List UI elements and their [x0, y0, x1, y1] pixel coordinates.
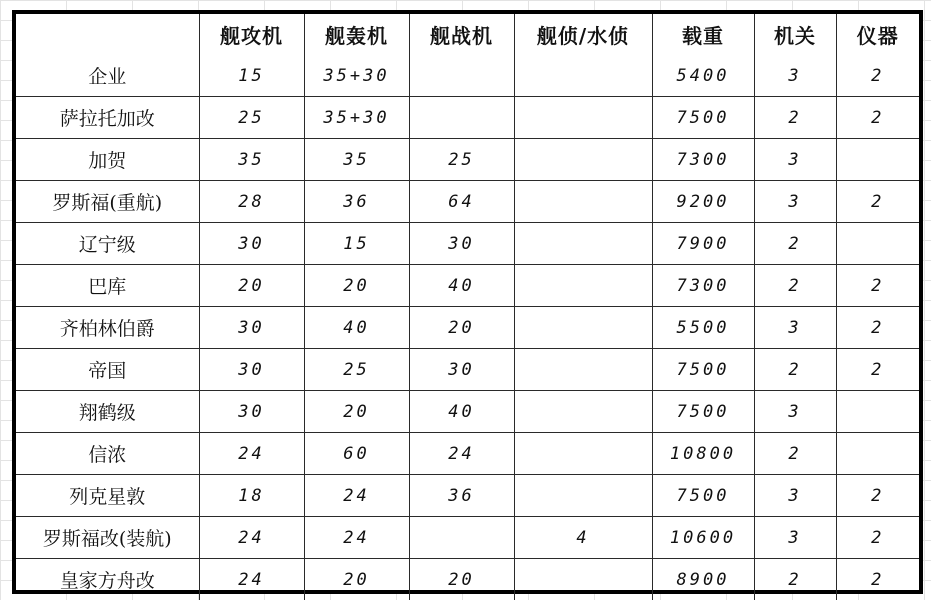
torpedo-bomber-cell: 30 — [199, 391, 304, 433]
instrument-cell — [836, 139, 919, 181]
engine-cell: 3 — [754, 181, 836, 223]
ship-name-cell: 萨拉托加改 — [16, 97, 199, 139]
torpedo-bomber-cell: 24 — [199, 517, 304, 559]
dive-bomber-cell: 36 — [304, 181, 409, 223]
torpedo-bomber-cell: 15 — [199, 55, 304, 97]
scout-seaplane-cell — [514, 475, 652, 517]
load-cell: 7500 — [652, 475, 754, 517]
ship-name-cell: 企业 — [16, 55, 199, 97]
scout-seaplane-cell — [514, 307, 652, 349]
fighter-cell: 30 — [409, 349, 514, 391]
ship-name-cell: 列克星敦 — [16, 475, 199, 517]
dive-bomber-cell: 60 — [304, 433, 409, 475]
load-cell: 8900 — [652, 559, 754, 600]
load-cell: 10800 — [652, 433, 754, 475]
engine-cell: 2 — [754, 349, 836, 391]
dive-bomber-cell: 35 — [304, 139, 409, 181]
engine-cell: 2 — [754, 433, 836, 475]
header-cell-blank — [16, 14, 199, 55]
table-body — [16, 55, 919, 600]
table-row — [16, 475, 919, 517]
ship-name-cell: 罗斯福(重航) — [16, 181, 199, 223]
ship-name-cell: 罗斯福改(装航) — [16, 517, 199, 559]
instrument-cell: 2 — [836, 349, 919, 391]
load-cell: 5500 — [652, 307, 754, 349]
fighter-cell — [409, 97, 514, 139]
instrument-cell: 2 — [836, 307, 919, 349]
ship-name-cell: 翔鹤级 — [16, 391, 199, 433]
load-cell: 9200 — [652, 181, 754, 223]
fighter-cell — [409, 517, 514, 559]
instrument-cell: 2 — [836, 517, 919, 559]
torpedo-bomber-cell: 25 — [199, 97, 304, 139]
ship-name-cell: 辽宁级 — [16, 223, 199, 265]
dive-bomber-cell: 35+30 — [304, 97, 409, 139]
table-row — [16, 307, 919, 349]
instrument-cell: 2 — [836, 181, 919, 223]
engine-cell: 3 — [754, 475, 836, 517]
header-scout-seaplane: 舰侦/水侦 — [514, 14, 652, 55]
engine-cell: 2 — [754, 265, 836, 307]
load-cell: 5400 — [652, 55, 754, 97]
dive-bomber-cell: 25 — [304, 349, 409, 391]
dive-bomber-cell: 20 — [304, 391, 409, 433]
scout-seaplane-cell — [514, 349, 652, 391]
instrument-cell — [836, 391, 919, 433]
instrument-cell — [836, 433, 919, 475]
table-row — [16, 97, 919, 139]
scout-seaplane-cell — [514, 223, 652, 265]
engine-cell: 3 — [754, 391, 836, 433]
fighter-cell: 25 — [409, 139, 514, 181]
engine-cell: 3 — [754, 517, 836, 559]
load-cell: 7500 — [652, 391, 754, 433]
header-instrument: 仪器 — [836, 14, 919, 55]
table-row — [16, 433, 919, 475]
dive-bomber-cell: 20 — [304, 559, 409, 600]
ship-name-cell: 皇家方舟改 — [16, 559, 199, 600]
fighter-cell: 40 — [409, 265, 514, 307]
table-row — [16, 265, 919, 307]
ship-name-cell: 信浓 — [16, 433, 199, 475]
torpedo-bomber-cell: 28 — [199, 181, 304, 223]
scout-seaplane-cell — [514, 97, 652, 139]
load-cell: 7900 — [652, 223, 754, 265]
torpedo-bomber-cell: 24 — [199, 559, 304, 600]
engine-cell: 2 — [754, 97, 836, 139]
dive-bomber-cell: 24 — [304, 517, 409, 559]
load-cell: 7300 — [652, 265, 754, 307]
table-row — [16, 391, 919, 433]
torpedo-bomber-cell: 30 — [199, 307, 304, 349]
ship-name-cell: 齐柏林伯爵 — [16, 307, 199, 349]
header-torpedo-bomber: 舰攻机 — [199, 14, 304, 55]
ship-name-cell: 巴库 — [16, 265, 199, 307]
instrument-cell: 2 — [836, 475, 919, 517]
instrument-cell: 2 — [836, 97, 919, 139]
torpedo-bomber-cell: 30 — [199, 349, 304, 391]
scout-seaplane-cell — [514, 139, 652, 181]
header-load: 载重 — [652, 14, 754, 55]
dive-bomber-cell: 20 — [304, 265, 409, 307]
load-cell: 7500 — [652, 349, 754, 391]
fighter-cell: 36 — [409, 475, 514, 517]
header-row — [16, 14, 919, 55]
scout-seaplane-cell — [514, 55, 652, 97]
table-row — [16, 517, 919, 559]
dive-bomber-cell: 35+30 — [304, 55, 409, 97]
fighter-cell: 20 — [409, 559, 514, 600]
table-row — [16, 181, 919, 223]
table-header — [16, 14, 919, 55]
scout-seaplane-cell — [514, 391, 652, 433]
scout-seaplane-cell — [514, 559, 652, 600]
ship-name-cell: 帝国 — [16, 349, 199, 391]
scout-seaplane-cell — [514, 181, 652, 223]
fighter-cell: 24 — [409, 433, 514, 475]
engine-cell: 3 — [754, 55, 836, 97]
scout-seaplane-cell: 4 — [514, 517, 652, 559]
ship-name-cell: 加贺 — [16, 139, 199, 181]
torpedo-bomber-cell: 30 — [199, 223, 304, 265]
header-fighter: 舰战机 — [409, 14, 514, 55]
header-engine: 机关 — [754, 14, 836, 55]
torpedo-bomber-cell: 20 — [199, 265, 304, 307]
engine-cell: 3 — [754, 139, 836, 181]
table-row — [16, 223, 919, 265]
dive-bomber-cell: 24 — [304, 475, 409, 517]
table-row — [16, 559, 919, 600]
instrument-cell: 2 — [836, 559, 919, 600]
engine-cell: 3 — [754, 307, 836, 349]
dive-bomber-cell: 15 — [304, 223, 409, 265]
table-row — [16, 55, 919, 97]
table-row — [16, 349, 919, 391]
fighter-cell: 20 — [409, 307, 514, 349]
fighter-cell: 30 — [409, 223, 514, 265]
fighter-cell — [409, 55, 514, 97]
table-row — [16, 139, 919, 181]
header-dive-bomber: 舰轰机 — [304, 14, 409, 55]
data-table-frame — [12, 10, 923, 594]
engine-cell: 2 — [754, 559, 836, 600]
scout-seaplane-cell — [514, 433, 652, 475]
fighter-cell: 40 — [409, 391, 514, 433]
fighter-cell: 64 — [409, 181, 514, 223]
carrier-stats-table — [16, 14, 919, 600]
engine-cell: 2 — [754, 223, 836, 265]
instrument-cell: 2 — [836, 265, 919, 307]
instrument-cell: 2 — [836, 55, 919, 97]
load-cell: 10600 — [652, 517, 754, 559]
load-cell: 7300 — [652, 139, 754, 181]
torpedo-bomber-cell: 18 — [199, 475, 304, 517]
load-cell: 7500 — [652, 97, 754, 139]
dive-bomber-cell: 40 — [304, 307, 409, 349]
scout-seaplane-cell — [514, 265, 652, 307]
torpedo-bomber-cell: 24 — [199, 433, 304, 475]
torpedo-bomber-cell: 35 — [199, 139, 304, 181]
instrument-cell — [836, 223, 919, 265]
